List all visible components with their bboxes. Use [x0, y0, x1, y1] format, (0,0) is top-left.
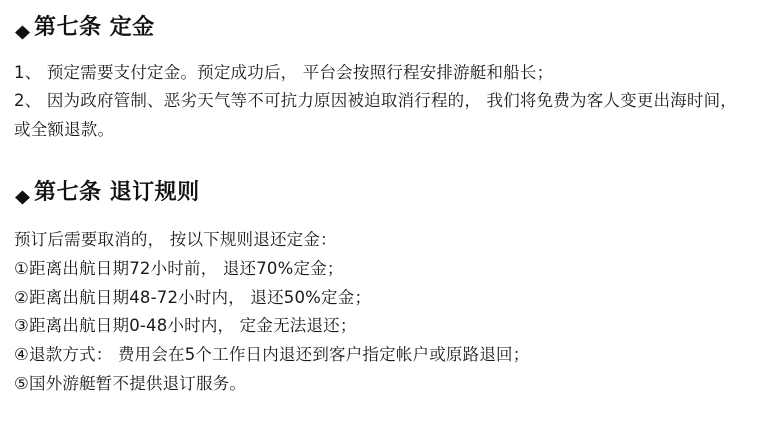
deposit-paragraph-2: 2、 因为政府管制、恶劣天气等不可抗力原因被迫取消行程的， 我们将免费为客人变更出海时间， 或全额退款。 — [14, 91, 743, 140]
section-body-refund — [14, 226, 756, 399]
section-heading-refund-text: 第七条 退订规则 — [34, 180, 200, 206]
section-body-deposit — [14, 59, 756, 146]
refund-rule-4: ④退款方式： 费用会在5个工作日内退还到客户指定帐户或原路退回； — [14, 345, 530, 365]
section-refund — [14, 179, 756, 399]
refund-rule-3: ③距离出航日期0-48小时内， 定金无法退还； — [14, 316, 357, 336]
refund-rule-2: ②距离出航日期48-72小时内， 退还50%定金； — [14, 287, 372, 307]
refund-rule-1: ①距离出航日期72小时前， 退还70%定金； — [14, 258, 344, 278]
section-heading-refund — [14, 179, 756, 208]
section-heading-deposit — [14, 14, 756, 43]
refund-rule-5: ⑤国外游艇暂不提供退订服务。 — [14, 374, 247, 394]
diamond-bullet-icon — [14, 21, 31, 38]
diamond-bullet-icon — [14, 186, 31, 203]
section-deposit — [14, 14, 756, 145]
section-heading-deposit-text: 第七条 定金 — [34, 15, 155, 40]
refund-intro: 预订后需要取消的， 按以下规则退还定金： — [14, 229, 337, 249]
deposit-paragraph-1: 1、 预定需要支付定金。预定成功后， 平台会按照行程安排游艇和船长； — [14, 62, 554, 82]
